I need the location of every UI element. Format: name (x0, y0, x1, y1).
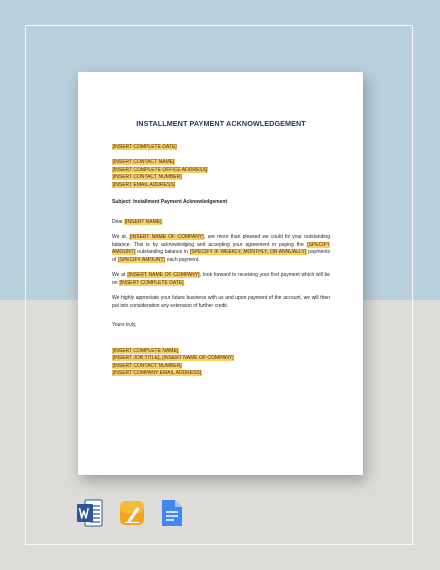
p1-text-1: We at, (112, 234, 130, 240)
p2-date-field: [INSERT COMPLETE DATE] (119, 279, 184, 286)
signature-title-field: [INSERT JOB TITLE], [INSERT NAME OF COMPANY] (112, 355, 234, 361)
subject-line: Subject: Installment Payment Acknowledgement (112, 199, 228, 205)
salutation-prefix: Dear (112, 218, 125, 225)
p1-text-4: payments of (112, 249, 330, 263)
app-icons-row (77, 498, 187, 528)
contact-number-field: [INSERT CONTACT NUMBER] (112, 174, 182, 180)
signature-email-field: [INSERT COMPANY EMAIL ADDRESS] (112, 370, 202, 376)
word-icon[interactable] (77, 498, 103, 528)
date-field: [INSERT COMPLETE DATE] (112, 143, 177, 150)
office-address-field: [INSERT COMPLETE OFFICE ADDRESS] (112, 166, 208, 173)
p1-frequency-field: [SPECIFY IF WEEKLY, MONTHLY, OR ANNUALLY] (190, 249, 307, 255)
document-title: INSTALLMENT PAYMENT ACKNOWLEDGEMENT (136, 119, 306, 128)
salutation (112, 219, 330, 227)
date-block (112, 144, 330, 152)
document-body (112, 120, 330, 378)
signature-name-field: [INSERT COMPLETE NAME] (112, 347, 179, 354)
p2-text-1: We at (112, 272, 127, 278)
email-address-field: [INSERT EMAIL ADDRESS] (112, 181, 175, 188)
p2-text-3: . (184, 279, 186, 286)
address-block (112, 159, 330, 189)
paragraph-3: We highly appreciate your future business with us and upon payment of the account, we will then put into consideration any extension of further credit. (112, 295, 330, 309)
p2-company-field: [INSERT NAME OF COMPANY] (127, 272, 200, 278)
signature-number-field: [INSERT CONTACT NUMBER] (112, 362, 182, 369)
document-page (78, 72, 363, 475)
salutation-suffix: , (162, 218, 164, 225)
p1-text-2: , are more than pleased we could fix your outstanding balance. This is by acknowledging and accepting your agreement in paying the (112, 234, 330, 248)
signature-block (112, 348, 330, 378)
p1-text-3: outstanding balance in (135, 249, 190, 255)
closing: Yours truly, (112, 322, 137, 328)
p1-amount-field: [SPECIFY AMOUNT] (112, 241, 330, 255)
salutation-name-field: [INSERT NAME] (124, 218, 162, 225)
p1-company-field: [INSERT NAME OF COMPANY] (129, 234, 204, 240)
google-docs-icon[interactable] (159, 498, 185, 528)
p1-amount-field-2: [SPECIFY AMOUNT] (118, 256, 165, 263)
p2-text-2: , look forward to receiving your first payment which will be on (112, 272, 330, 286)
paragraph-2 (112, 272, 330, 287)
pages-icon[interactable] (119, 498, 145, 528)
p1-text-5: each payment. (165, 256, 200, 263)
contact-name-field: [INSERT CONTACT NAME] (112, 159, 175, 165)
paragraph-1 (112, 234, 330, 264)
